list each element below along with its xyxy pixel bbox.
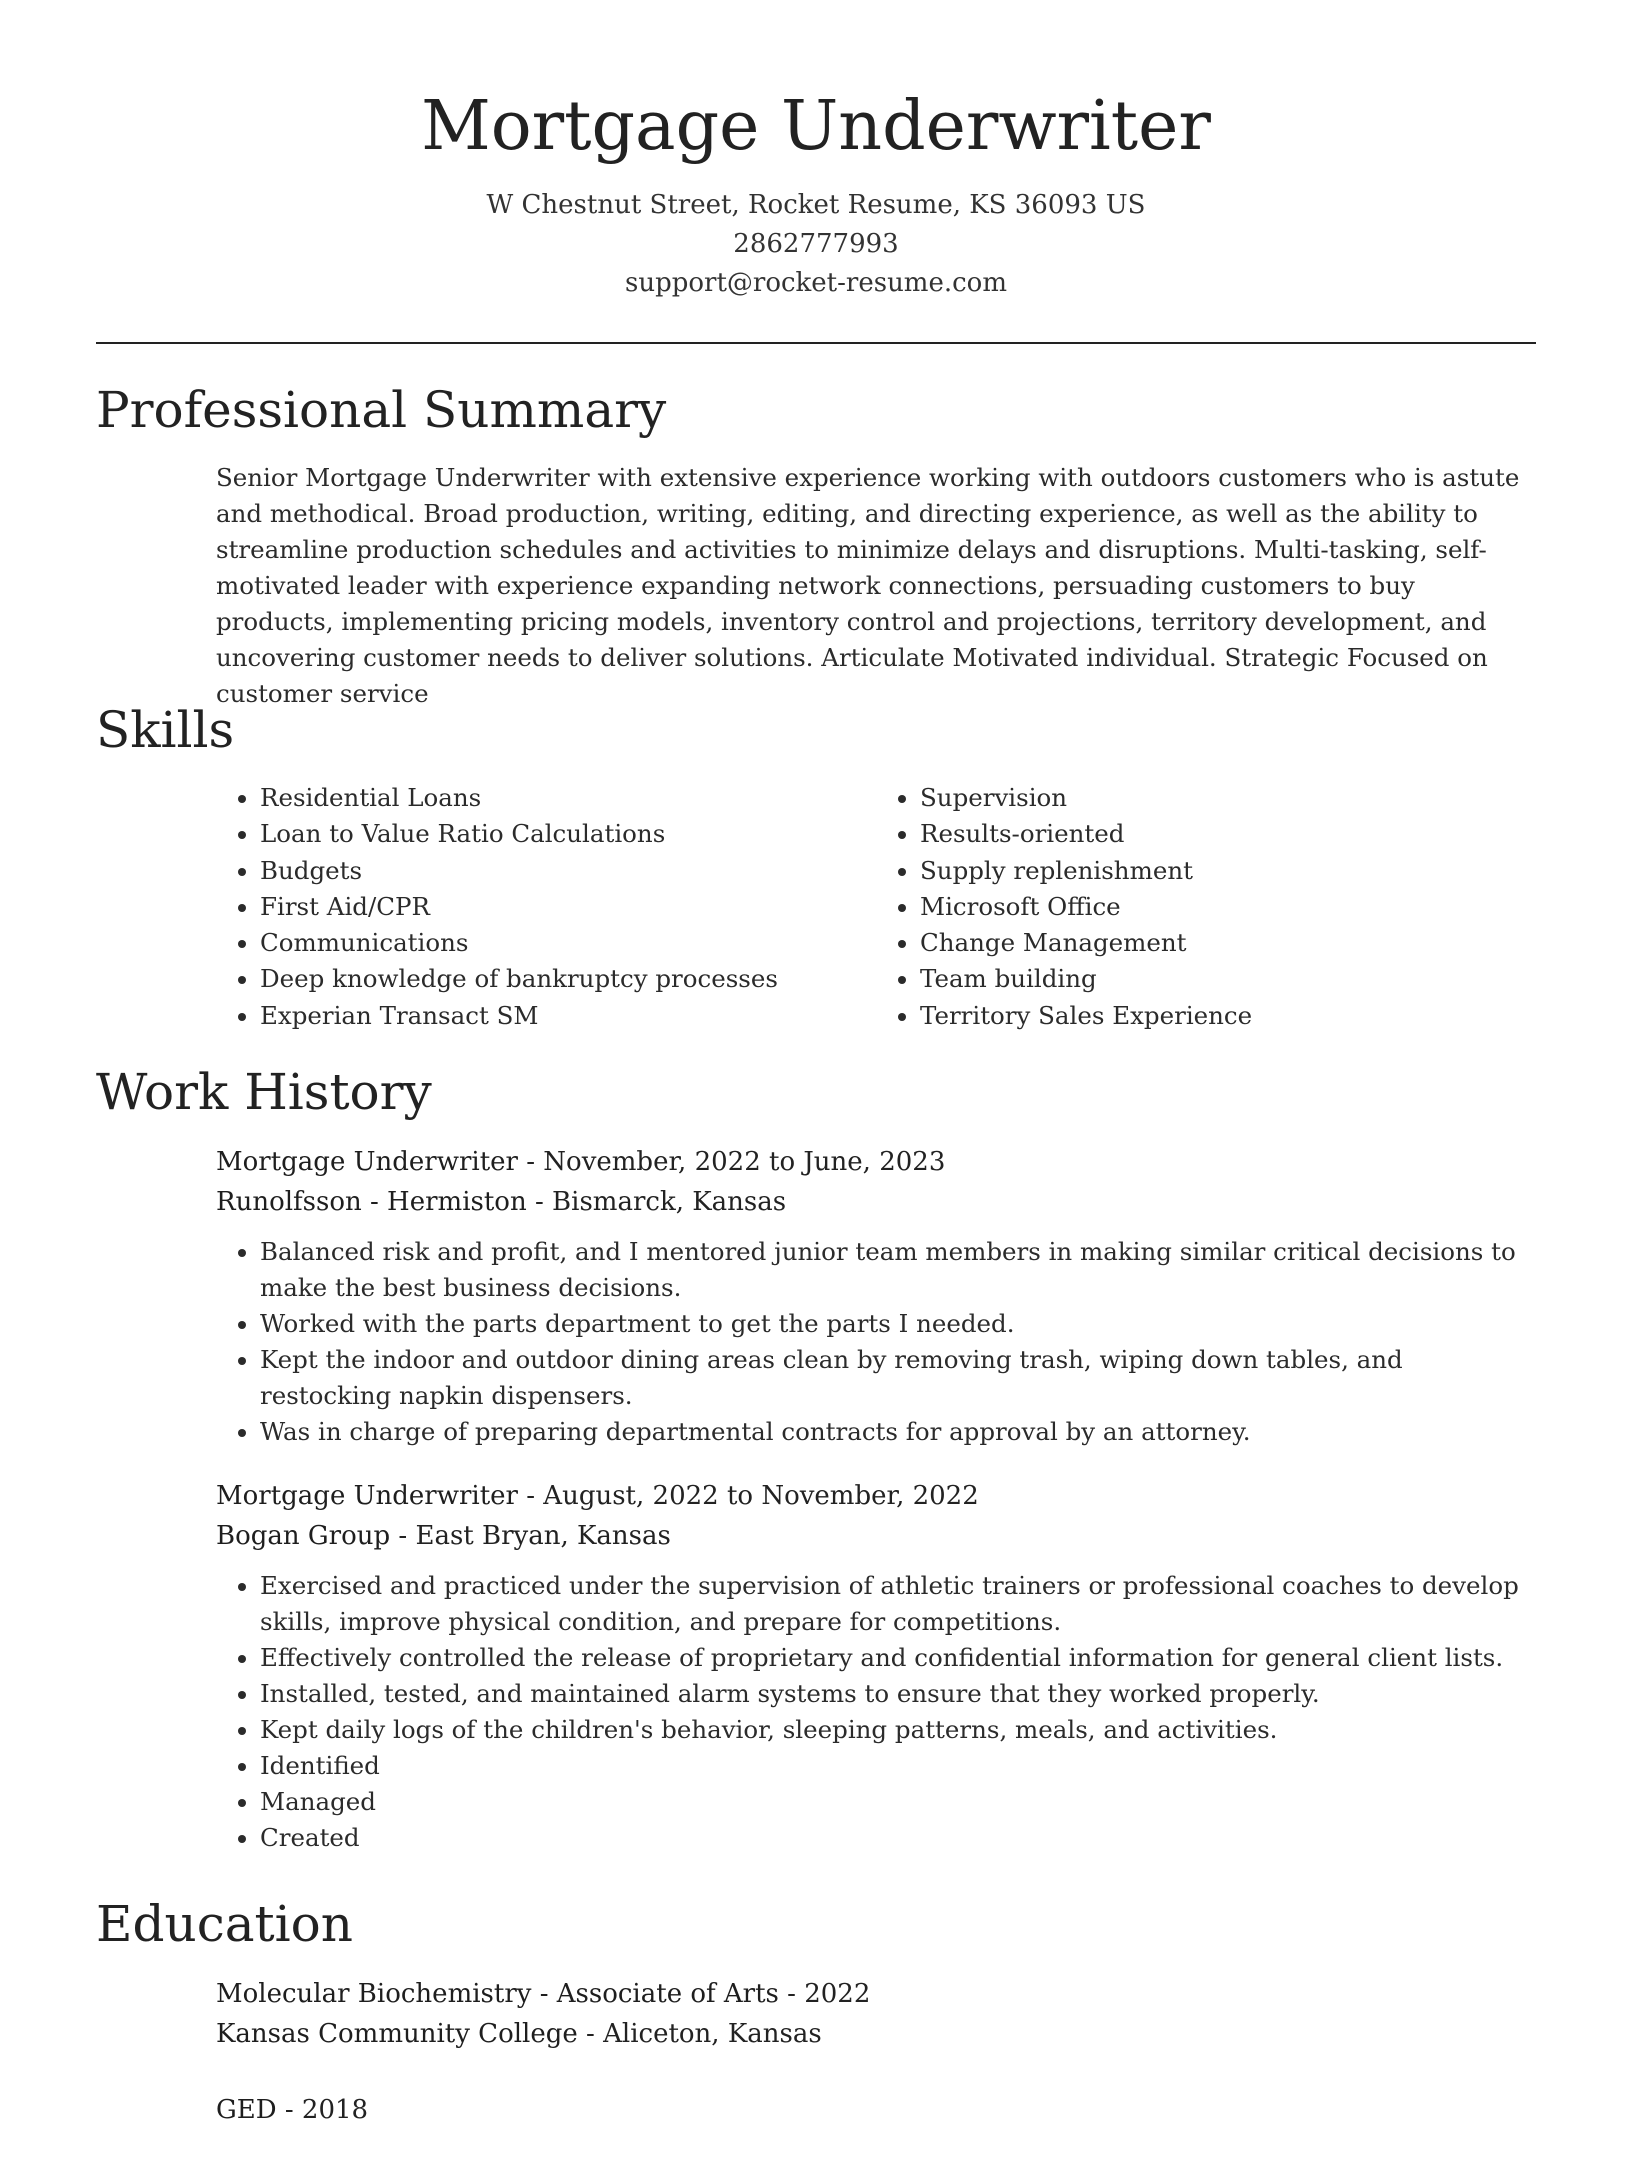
- contact-info: [0, 186, 1632, 303]
- phone: 2862777993: [733, 229, 899, 259]
- skills-grid: [216, 780, 1536, 1034]
- skill-item: • Territory Sales Experience: [920, 998, 1536, 1034]
- summary-section: [96, 378, 1536, 712]
- header-divider: [96, 342, 1536, 344]
- job-role: Mortgage Underwriter: [216, 1481, 518, 1511]
- skill-item: • Communications: [260, 925, 876, 961]
- section-title-summary: Professional Summary: [96, 381, 667, 439]
- job-bullet: • Worked with the parts department to get the parts I needed.: [260, 1306, 1536, 1342]
- skill-item: • Deep knowledge of bankruptcy processes: [260, 961, 876, 997]
- skill-item: • First Aid/CPR: [260, 889, 876, 925]
- skill-item: • Residential Loans: [260, 780, 876, 816]
- job-entry: [216, 1142, 1536, 1450]
- job-bullets: [216, 1568, 1536, 1856]
- skill-item: • Budgets: [260, 853, 876, 889]
- section-title-education: Education: [96, 1895, 353, 1953]
- education-year: - 2018: [276, 2095, 369, 2125]
- education-degree-line: [216, 2090, 1536, 2130]
- education-section: [96, 1892, 1536, 2166]
- job-title-line: [216, 1142, 1536, 1182]
- job-bullet: • Kept the indoor and outdoor dining areas clean by removing trash, wiping down tables, and restocking napkin dispensers.: [260, 1342, 1536, 1414]
- education-entry: [216, 2090, 1536, 2130]
- skills-section: [96, 698, 1536, 1034]
- section-title-work-history: Work History: [96, 1063, 432, 1121]
- education-school: Kansas Community College: [216, 2019, 578, 2049]
- job-location: - Bismarck, Kansas: [526, 1187, 787, 1217]
- job-bullet: • Was in charge of preparing departmental contracts for approval by an attorney.: [260, 1414, 1536, 1450]
- job-bullet: • Balanced risk and profit, and I mentored junior team members in making similar critical decisions to make the best business decisions.: [260, 1234, 1536, 1306]
- job-location: - East Bryan, Kansas: [390, 1521, 671, 1551]
- education-school-line: [216, 2014, 1536, 2054]
- summary-body: [216, 460, 1536, 712]
- education-degree-line: [216, 1974, 1536, 2014]
- section-title-skills: Skills: [96, 701, 235, 759]
- job-dates: - August, 2022 to November, 2022: [517, 1481, 979, 1511]
- education-location: - Aliceton, Kansas: [577, 2019, 822, 2049]
- job-bullet: • Installed, tested, and maintained alarm systems to ensure that they worked properly.: [260, 1676, 1536, 1712]
- summary-text: Senior Mortgage Underwriter with extensive experience working with outdoors customers who is astute and methodical. Broad production, writing, editing, and directing experience, as well as the ability to streamline production schedules and activities to minimize delays and disruptions. Multi-tasking, self-motivated leader with experience expanding network connections, persuading customers to buy products, implementing pricing models, inventory control and projections, territory development, and uncovering customer needs to deliver solutions. Articulate Motivated individual. Strategic Focused on customer service: [216, 463, 1520, 708]
- work-history-body: [216, 1142, 1536, 1856]
- education-year: - 2022: [778, 1979, 871, 2009]
- skills-column-left: [216, 780, 876, 1034]
- job-bullet: • Effectively controlled the release of proprietary and confidential information for general client lists.: [260, 1640, 1536, 1676]
- job-company-line: [216, 1182, 1536, 1222]
- email: support@rocket-resume.com: [624, 268, 1007, 298]
- address: W Chestnut Street, Rocket Resume, KS 36093 US: [486, 190, 1146, 220]
- skill-item: • Supervision: [920, 780, 1536, 816]
- job-company: Bogan Group: [216, 1521, 391, 1551]
- resume-header: [0, 0, 1632, 303]
- job-dates: - November, 2022 to June, 2023: [517, 1147, 946, 1177]
- work-history-section: [96, 1060, 1536, 1882]
- education-degree: GED: [216, 2095, 277, 2125]
- education-degree: Molecular Biochemistry - Associate of Arts: [216, 1979, 779, 2009]
- skill-item: • Team building: [920, 961, 1536, 997]
- skills-column-right: [876, 780, 1536, 1034]
- job-bullet: • Managed: [260, 1784, 1536, 1820]
- skills-body: [216, 780, 1536, 1034]
- job-company-line: [216, 1516, 1536, 1556]
- job-company: Runolfsson - Hermiston: [216, 1187, 527, 1217]
- education-body: [216, 1974, 1536, 2130]
- skill-item: • Microsoft Office: [920, 889, 1536, 925]
- job-title-line: [216, 1476, 1536, 1516]
- education-entry: [216, 1974, 1536, 2054]
- job-role: Mortgage Underwriter: [216, 1147, 518, 1177]
- candidate-name: Mortgage Underwriter: [421, 87, 1211, 166]
- skill-item: • Experian Transact SM: [260, 998, 876, 1034]
- job-bullets: [216, 1234, 1536, 1450]
- skill-item: • Supply replenishment: [920, 853, 1536, 889]
- skill-item: • Loan to Value Ratio Calculations: [260, 816, 876, 852]
- skill-item: • Results-oriented: [920, 816, 1536, 852]
- job-bullet: • Exercised and practiced under the supervision of athletic trainers or professional coaches to develop skills, improve physical condition, and prepare for competitions.: [260, 1568, 1536, 1640]
- job-entry: [216, 1476, 1536, 1856]
- job-bullet: • Identified: [260, 1748, 1536, 1784]
- job-bullet: • Kept daily logs of the children's behavior, sleeping patterns, meals, and activities.: [260, 1712, 1536, 1748]
- skill-item: • Change Management: [920, 925, 1536, 961]
- job-bullet: • Created: [260, 1820, 1536, 1856]
